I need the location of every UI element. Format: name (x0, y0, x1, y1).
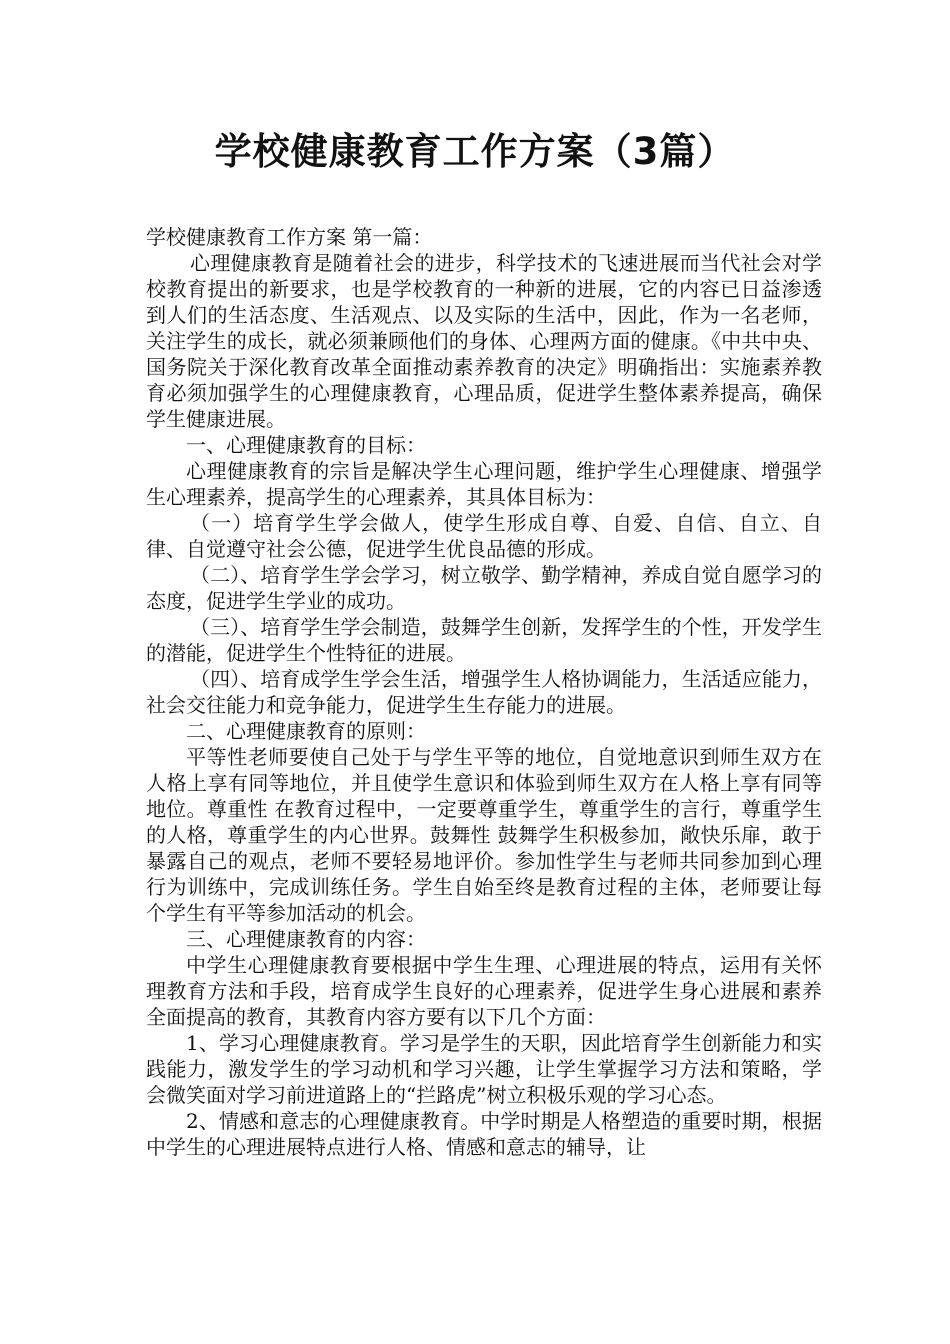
paragraph-content: 中学生心理健康教育要根据中学生生理、心理进展的特点，运用有关怀理教育方法和手段，培育成学生良好的心理素养，促进学生身心进展和素养全面提高的教育，其教育内容方要有以下几个方面： (146, 953, 822, 1029)
goal-item-4: （四）、培育成学生学会生活，增强学生人格协调能力，生活适应能力，社会交往能力和竞争能力，促进学生生存能力的进展。 (146, 667, 822, 717)
content-item-2: 2、情感和意志的心理健康教育。中学时期是人格塑造的重要时期，根据中学生的心理进展特点进行人格、情感和意志的辅导，让 (146, 1109, 822, 1159)
section-heading-principles: 二、心理健康教育的原则： (186, 719, 426, 743)
goal-item-2: （二）、培育学生学会学习，树立敬学、勤学精神，养成自觉自愿学习的态度，促进学生学业的成功。 (146, 563, 822, 613)
goal-item-3: （三）、培育学生学会制造，鼓舞学生创新，发挥学生的个性，开发学生的潜能，促进学生个性特征的进展。 (146, 615, 822, 665)
paragraph-principles: 平等性老师要使自己处于与学生平等的地位，自觉地意识到师生双方在人格上享有同等地位，并且使学生意识和体验到师生双方在人格上享有同等地位。尊重性 在教育过程中，一定要尊重学生，尊重学生的言行，尊重学生的人格，尊重学生的内心世界。鼓舞性 鼓舞学生积极参加，敞快乐扉，敢于暴露自己的观点，老师不要轻易地评价。参加性学生与老师共同参加到心理行为训练中，完成训练任务。学生自始至终是教育过程的主体，老师要让每个学生有平等参加活动的机会。 (146, 745, 822, 925)
document-title: 学校健康教育工作方案（3篇） (214, 130, 736, 173)
content-item-1: 1、学习心理健康教育。学习是学生的天职，因此培育学生创新能力和实践能力，激发学生的学习动机和学习兴趣，让学生掌握学习方法和策略，学会微笑面对学习前进道路上的“拦路虎”树立积极乐观的学习心态。 (146, 1031, 822, 1107)
part-heading: 学校健康教育工作方案 第一篇： (146, 225, 433, 249)
section-heading-goals: 一、心理健康教育的目标： (186, 433, 426, 457)
section-heading-content: 三、心理健康教育的内容： (186, 927, 426, 951)
paragraph-goals: 心理健康教育的宗旨是解决学生心理问题，维护学生心理健康、增强学生心理素养，提高学生的心理素养，其具体目标为： (146, 459, 822, 509)
document-body (146, 224, 822, 1160)
goal-item-1: （一）培育学生学会做人，使学生形成自尊、自爱、自信、自立、自律、自觉遵守社会公德，促进学生优良品德的形成。 (146, 511, 822, 561)
paragraph-intro: 心理健康教育是随着社会的进步，科学技术的飞速进展而当代社会对学校教育提出的新要求，也是学校教育的一种新的进展，它的内容已日益渗透到人们的生活态度、生活观点、以及实际的生活中，因此，作为一名老师，关注学生的成长，就必须兼顾他们的身体、心理两方面的健康。《中共中央、国务院关于深化教育改革全面推动素养教育的决定》明确指出：实施素养教育必须加强学生的心理健康教育，心理品质，促进学生整体素养提高，确保学生健康进展。 (146, 251, 822, 431)
